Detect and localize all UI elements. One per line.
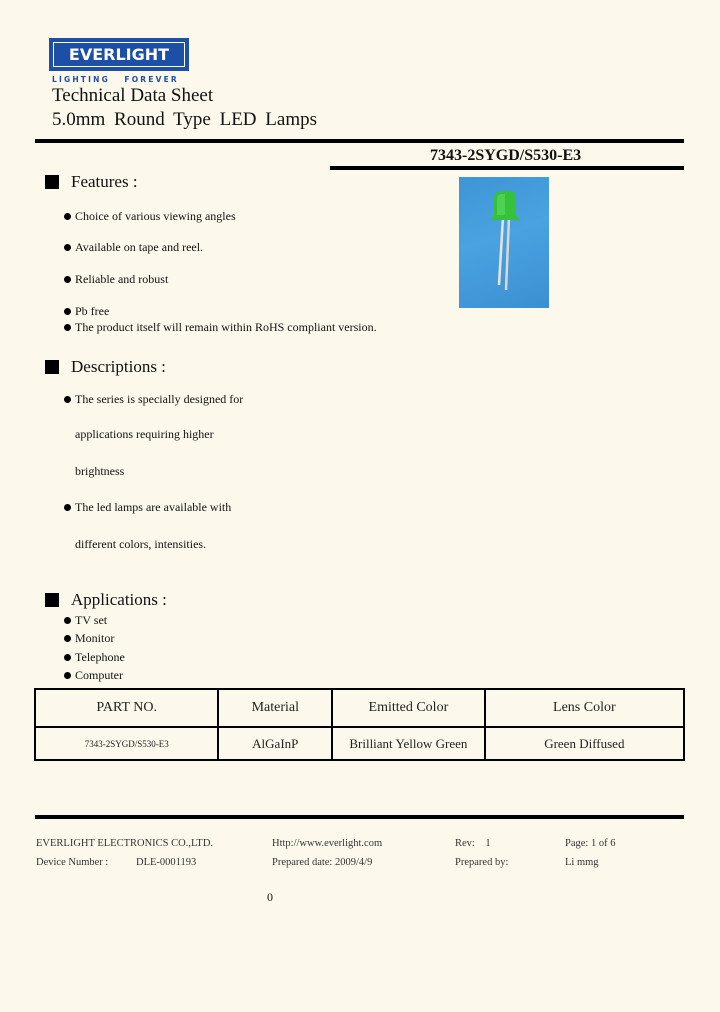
- prepared-by-value: Li mmg: [565, 857, 599, 868]
- bullet-icon: [64, 396, 71, 403]
- document-subtitle: 5.0mm Round Type LED Lamps: [52, 109, 317, 130]
- bullet-icon: [64, 324, 71, 331]
- application-text: Telephone: [75, 650, 125, 664]
- header-divider: [35, 139, 684, 143]
- bullet-icon: [64, 213, 71, 220]
- prepared-by-label: Prepared by:: [455, 857, 509, 868]
- section-square-icon: [45, 175, 59, 189]
- column-header-lens-color: Lens Color: [485, 689, 684, 727]
- prepared-date: [272, 857, 372, 868]
- column-header-part-no: PART NO.: [35, 689, 218, 727]
- device-number-label: Device Number :: [36, 857, 109, 868]
- description-continuation: different colors, intensities.: [75, 537, 207, 551]
- application-text: Monitor: [75, 631, 115, 645]
- application-item: [64, 668, 123, 683]
- column-header-emitted-color: Emitted Color: [332, 689, 485, 727]
- part-number-heading: 7343-2SYGD/S530-E3: [430, 147, 582, 164]
- logo-tagline: LIGHTING FOREVER: [52, 75, 179, 84]
- revision-label: Rev: 1: [455, 838, 491, 849]
- device-number-value: DLE-0001193: [136, 857, 197, 868]
- company-name: EVERLIGHT ELECTRONICS CO.,LTD.: [36, 838, 214, 849]
- description-item: [64, 500, 231, 515]
- part-number-divider: [330, 166, 684, 170]
- bullet-icon: [64, 504, 71, 511]
- footer-divider: [35, 815, 684, 819]
- cell-material: AlGaInP: [218, 727, 332, 760]
- bullet-icon: [64, 672, 71, 679]
- feature-item: [64, 209, 236, 224]
- column-header-material: Material: [218, 689, 332, 727]
- website-link[interactable]: Http://www.everlight.com: [272, 838, 383, 849]
- feature-text: Available on tape and reel.: [75, 240, 204, 254]
- applications-heading: [45, 590, 167, 610]
- bullet-icon: [64, 617, 71, 624]
- description-text: The series is specially designed for: [75, 392, 244, 406]
- descriptions-heading-label: Descriptions :: [71, 357, 166, 376]
- logo-wordmark: EVERLIGHT: [53, 42, 185, 67]
- applications-heading-label: Applications :: [71, 590, 167, 609]
- led-product-photo: [459, 177, 549, 308]
- feature-item: [64, 272, 168, 287]
- application-text: Computer: [75, 668, 123, 682]
- feature-item: [64, 320, 377, 335]
- section-square-icon: [45, 360, 59, 374]
- page-count: Page: 1 of 6: [565, 838, 616, 849]
- feature-text: The product itself will remain within RoHS compliant version.: [75, 320, 377, 334]
- prepared-date-value: 2009/4/9: [334, 857, 373, 868]
- led-lamp-icon: [459, 177, 549, 308]
- rev-label: Rev: [455, 838, 472, 849]
- page-marker: 0: [267, 890, 273, 904]
- application-item: [64, 613, 107, 628]
- feature-item: [64, 240, 203, 255]
- feature-text: Pb free: [75, 304, 110, 318]
- description-text: The led lamps are available with: [75, 500, 232, 514]
- cell-lens-color: Green Diffused: [485, 727, 684, 760]
- feature-text: Choice of various viewing angles: [75, 209, 236, 223]
- features-heading: [45, 172, 138, 192]
- bullet-icon: [64, 244, 71, 251]
- bullet-icon: [64, 635, 71, 642]
- application-text: TV set: [75, 613, 108, 627]
- descriptions-heading: [45, 357, 166, 377]
- bullet-icon: [64, 654, 71, 661]
- spec-table: [34, 688, 685, 761]
- bullet-icon: [64, 308, 71, 315]
- cell-emitted-color: Brilliant Yellow Green: [332, 727, 485, 760]
- spec-table-header: [35, 689, 684, 727]
- document-title: Technical Data Sheet: [52, 85, 214, 106]
- description-continuation: brightness: [75, 464, 125, 478]
- application-item: [64, 650, 125, 665]
- section-square-icon: [45, 593, 59, 607]
- bullet-icon: [64, 276, 71, 283]
- cell-part-no: 7343-2SYGD/S530-E3: [35, 727, 218, 760]
- features-heading-label: Features :: [71, 172, 138, 191]
- feature-text: Reliable and robust: [75, 272, 169, 286]
- application-item: [64, 631, 114, 646]
- prepared-date-label: Prepared date:: [272, 857, 333, 868]
- feature-item: [64, 304, 109, 319]
- description-item: [64, 392, 243, 407]
- everlight-logo: [49, 38, 189, 71]
- description-continuation: applications requiring higher: [75, 427, 214, 441]
- rev-value: 1: [485, 838, 491, 849]
- table-row: [35, 727, 684, 760]
